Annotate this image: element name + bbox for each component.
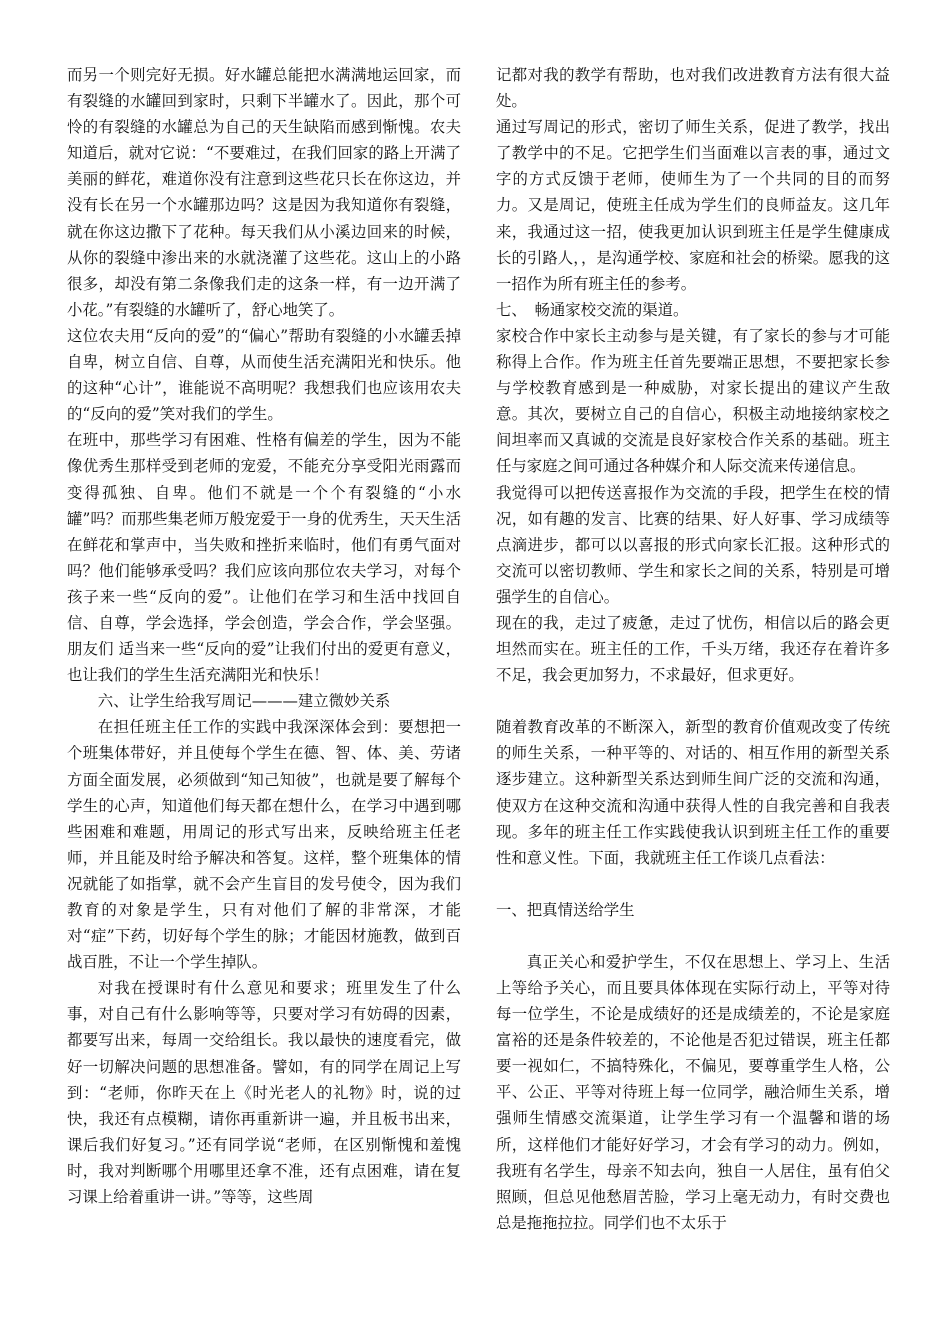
spacer [496, 688, 890, 714]
paragraph-journal-benefits: 通过写周记的形式，密切了师生关系，促进了教学，找出了教学中的不足。它把学生们当面难以言表的事，通过文字的方式反馈于老师，使师生为了一个共同的目的而努力。又是周记，使班主任成为学生们的良师益友。这几年来，我通过这一招，使我更加认识到班主任是学生健康成长的引路人，，是沟通学校、家庭和社会的桥梁。愿我的这一招作为所有班主任的参考。 [496, 118, 890, 293]
paragraph-home-school: 家校合作中家长主动参与是关键，有了家长的参与才可能称得上合作。作为班主任首先要端正思想，不要把家长参与学校教育感到是一种威胁，对家长提出的建议产生敌意。其次，要树立自己的自信心，积极主动地接纳家校之间坦率而又真诚的交流是良好家校合作关系的基础。班主任与家庭之间可通过各种媒介和人际交流来传递信息。 [496, 326, 890, 476]
paragraph-farmer-love: 这位农夫用“反向的爱”的“偏心”帮助有裂缝的小水罐丢掉自卑，树立自信、自尊，从而使生活充满阳光和快乐。他的这种“心计”，谁能说不高明呢？我想我们也应该用农夫的“反向的爱”笑对我们的学生。 [67, 326, 461, 424]
paragraph-weekly-journal: 在担任班主任工作的实践中我深深体会到：要想把一个班集体带好，并且使每个学生在德、智、体、美、劳诸方面全面发展，必须做到“知己知彼”，也就是要了解每个学生的心声，知道他们每天都在想什么，在学习中遇到哪些困难和难题，用周记的形式写出来，反映给班主任老师，并且能及时给予解决和答复。这样，整个班集体的情况就能了如指掌，就不会产生盲目的发号使令，因为我们教育的对象是学生，只有对他们了解的非常深，才能对“症”下药，切好每个学生的脉；才能因材施教，做到百战百胜，不让一个学生掉队。 [67, 718, 461, 972]
paragraph-good-news: 我觉得可以把传送喜报作为交流的手段，把学生在校的情况，如有趣的发言、比赛的结果、好人好事、学习成绩等点滴进步，都可以以喜报的形式向家长汇报。这种形式的交流可以密切教师、学生和家长之间的关系，特别是可增强学生的自信心。 [496, 483, 890, 606]
right-column [496, 62, 890, 1236]
paragraph-journal-continued: 记都对我的教学有帮助，也对我们改进教育方法有很大益处。 [496, 66, 890, 111]
paragraph-story-end: 而另一个则完好无损。好水罐总能把水满满地运回家，而有裂缝的水罐回到家时，只剩下半罐水了。因此，那个可怜的有裂缝的水罐总为自己的天生缺陷而感到惭愧。农夫知道后，就对它说：“不要难过，在我们回家的路上开满了美丽的鲜花，难道你没有注意到这些花只长在你这边，并没有长在另一个水罐那边吗？这是因为我知道你有裂缝，就在你这边撒下了花种。每天我们从小溪边回来的时候，从你的裂缝中渗出来的水就浇灌了这些花。这山上的小路很多，却没有第二条像我们走的这条一样，有一边开满了小花。”有裂缝的水罐听了，舒心地笑了。 [67, 66, 461, 319]
section-heading-one: 一、把真情送给学生 [496, 900, 635, 919]
paragraph-class-students: 在班中，那些学习有困难、性格有偏差的学生，因为不能像优秀生那样受到老师的宠爱，不能充分享受阳光雨露而变得孤独、自卑。他们不就是一个个有裂缝的“小水罐”吗？而那些集老师万般宠爱于一身的优秀生，天天生活在鲜花和掌声中，当失败和挫折来临时，他们有勇气面对吗？他们能够承受吗？我们应该向那位农夫学习，对每个孩子来一些“反向的爱”。让他们在学习和生活中找回自信、自尊，学会选择，学会创造，学会合作，学会坚强。朋友们 适当来一些“反向的爱”让我们付出的爱更有意义，也让我们的学生生活充满阳光和快乐！ [67, 431, 461, 685]
section-heading-six: 六、让学生给我写周记———建立微妙关系 [97, 692, 391, 711]
spacer [496, 871, 890, 897]
section-heading-seven: 七、 畅通家校交流的渠道。 [496, 300, 689, 319]
paragraph-education-reform: 随着教育改革的不断深入，新型的教育价值观改变了传统的师生关系，一种平等的、对话的、相互作用的新型关系逐步建立。这种新型关系达到师生间广泛的交流和沟通，使双方在这种交流和沟通中获得人性的自我完善和自我表现。多年的班主任工作实践使我认识到班主任工作的重要性和意义性。下面，我就班主任工作谈几点看法： [496, 718, 890, 867]
spacer [496, 923, 890, 949]
left-column [67, 62, 461, 1210]
paragraph-sincere-care: 真正关心和爱护学生，不仅在思想上、学习上、生活上等给予关心，而且要具体体现在实际行动上，平等对待每一位学生，不论是成绩好的还是成绩差的，不论是家庭富裕的还是条件较差的，不论他是否犯过错误，班主任都要一视如仁，不搞特殊化，不偏见，要尊重学生人格，公平、公正、平等对待班上每一位同学，融洽师生关系，增强师生情感交流渠道，让学生学习有一个温馨和谐的场所，这样他们才能好好学习，才会有学习的动力。例如，我班有名学生，母亲不知去向，独自一人居住，虽有伯父照顾，但总见他愁眉苦脸，学习上毫无动力，有时交费也总是拖拖拉拉。同学们也不太乐于 [496, 952, 890, 1232]
paragraph-reflection: 现在的我，走过了疲惫，走过了忧伤，相信以后的路会更坦然而实在。班主任的工作，千头万绪，我还存在着许多不足，我会更加努力，不求最好，但求更好。 [496, 613, 890, 685]
paragraph-journal-feedback: 对我在授课时有什么意见和要求；班里发生了什么事，对自己有什么影响等等，只要对学习有妨碍的因素，都要写出来，每周一交给组长。我以最快的速度看完，做好一切解决问题的思想准备。譬如，有的同学在周记上写到：“老师，你昨天在上《时光老人的礼物》时，说的过快，我还有点模糊，请你再重新讲一遍，并且板书出来，课后我们好复习。”还有同学说“老师，在区别惭愧和羞愧时，我对判断哪个用哪里还拿不准，还有点困难，请在复习课上给着重讲一讲。”等等，这些周 [67, 979, 461, 1207]
